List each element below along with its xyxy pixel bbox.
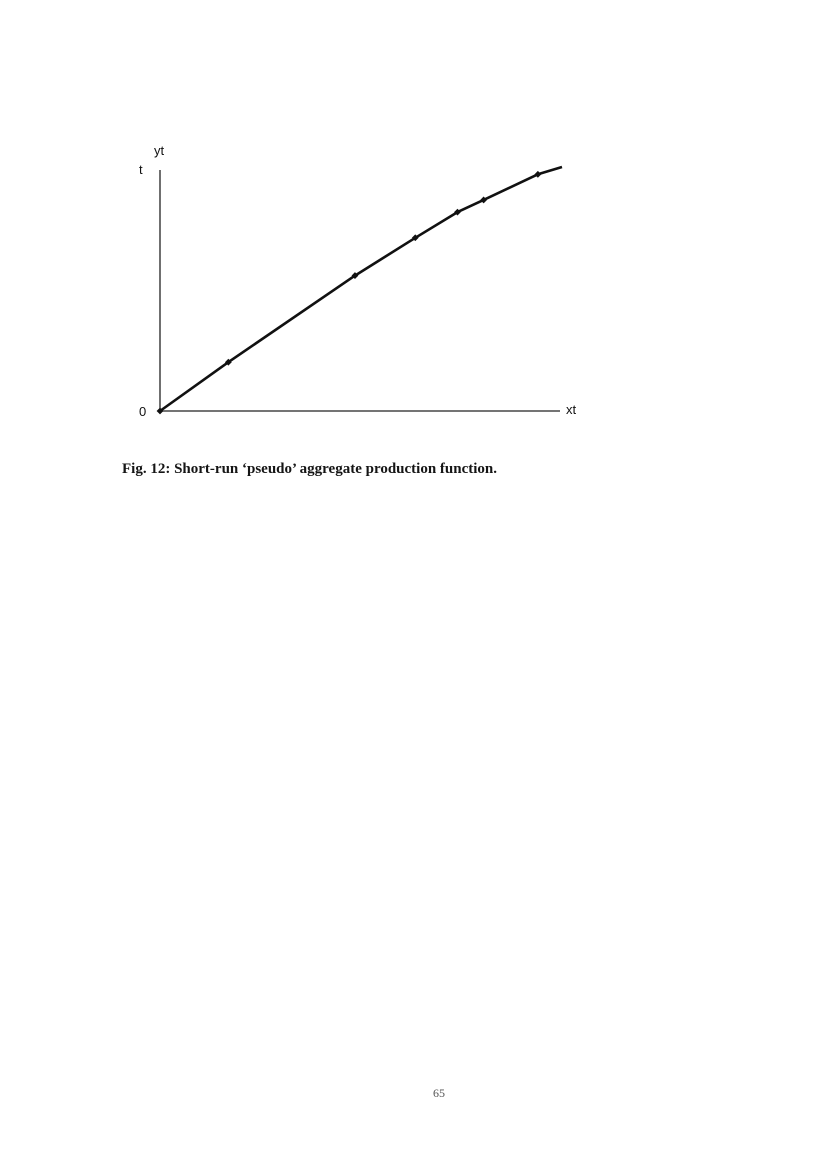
x-axis-label: xt — [566, 402, 577, 417]
y-tick-label-top: t — [139, 162, 143, 177]
origin-label: 0 — [139, 404, 147, 419]
y-axis-label: yt — [154, 143, 165, 158]
production-curve — [160, 167, 562, 411]
page-number: 65 — [433, 1086, 445, 1100]
figure-caption: Fig. 12: Short-run ‘pseudo’ aggregate production function. — [122, 461, 498, 477]
